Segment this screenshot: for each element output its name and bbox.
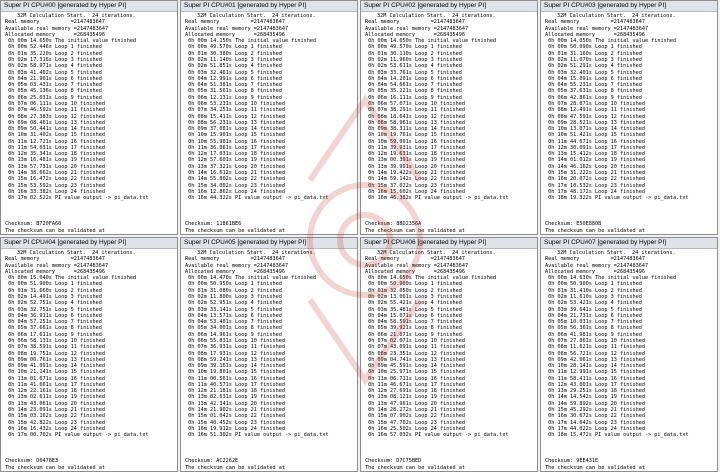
loop-line: 0h 15m 42.822s Loop 23 finished [5, 419, 105, 426]
loop-line: 0h 13m 29.251s Loop 18 finished [545, 388, 645, 395]
loop-line: 0h 09m 50.441s Loop 14 finished [5, 126, 105, 133]
window-title: Super PI CPU#01 [generated by Hyper PI] [181, 1, 357, 12]
header-line: Allocated memory =268435496 [5, 31, 105, 38]
loop-line: 0h 08m 58.961s Loop 13 finished [365, 119, 465, 126]
loop-line: 0h 04m 54.661s Loop 7 finished [365, 82, 462, 89]
loop-line: 0h 18m 19.322s PI value output -> pi_data.txt [545, 195, 689, 202]
loop-line: 0h 03m 35.481s Loop 5 finished [365, 306, 462, 313]
loop-line: 0h 13m 37.321s Loop 20 finished [185, 163, 285, 170]
loop-line: 0h 12m 35.341s Loop 18 finished [5, 151, 105, 158]
loop-line: 0h 15m 03.162s Loop 22 finished [5, 413, 105, 420]
window-title: Super PI CPU#05 [generated by Hyper PI] [181, 238, 357, 249]
loop-line: 0h 08m 15.411s Loop 12 finished [185, 113, 285, 120]
console-output [361, 12, 537, 201]
loop-line: 0h 04m 58.591s Loop 7 finished [365, 319, 462, 326]
loop-line: 0h 14m 38.662s Loop 21 finished [5, 170, 105, 177]
console-output [361, 249, 537, 438]
loop-line: 0h 04m 15.091s Loop 6 finished [545, 75, 642, 82]
checksum-validate-note: The checksum can be validated at [545, 464, 645, 471]
header-line: Available real memory =2147483647 [5, 25, 109, 32]
loop-line: 0h 11m 58.411s Loop 16 finished [545, 375, 645, 382]
loop-line: 0h 15m 07.902s Loop 22 finished [365, 413, 465, 420]
loop-line: 0h 13m 08.121s Loop 19 finished [365, 394, 465, 401]
loop-line: 0h 12m 57.601s Loop 19 finished [185, 157, 285, 164]
header-line: Allocated memory =268435496 [545, 31, 645, 38]
checksum-value: Checksum: E50E880B [545, 221, 602, 228]
loop-line: 0h 02m 11.960s Loop 3 finished [365, 56, 462, 63]
loop-line: 0h 16m 30.672s Loop 22 finished [545, 413, 645, 420]
loop-line: 0h 10m 51.421s Loop 15 finished [545, 132, 645, 139]
loop-line: 0h 12m 30.091s Loop 17 finished [545, 144, 645, 151]
loop-line: 0h 17m 02.522s PI value output -> pi_data.txt [5, 195, 149, 202]
loop-line: 0h 03m 32.401s Loop 5 finished [545, 69, 642, 76]
loop-line: 0h 12m 22.161s Loop 18 finished [5, 388, 105, 395]
loop-line: 0h 13m 15.412s Loop 18 finished [545, 151, 645, 158]
superpi-window-cpu3[interactable] [540, 0, 718, 235]
loop-line: 0h 02m 51.851s Loop 4 finished [185, 63, 282, 70]
loop-line: 0h 02m 11.800s Loop 3 finished [185, 293, 282, 300]
loop-line: 0h 06m 53.231s Loop 10 finished [185, 100, 285, 107]
loop-line: 0h 00m 49.570s Loop 1 finished [365, 44, 462, 51]
loop-line: 0h 16m 46.382s PI value output -> pi_data.txt [365, 195, 509, 202]
loop-line: 0h 02m 53.611s Loop 4 finished [365, 63, 462, 70]
header-line: 0h 00m 14.050s The initial value finished [545, 38, 677, 45]
loop-line: 0h 16m 51.302s PI value output -> pi_data.txt [185, 432, 329, 439]
loop-line: 0h 13m 00.391s Loop 19 finished [365, 157, 465, 164]
loop-line: 0h 17m 48.172s Loop 24 finished [545, 188, 645, 195]
loop-line: 0h 08m 56.721s Loop 12 finished [545, 350, 645, 357]
loop-line: 0h 02m 58.971s Loop 4 finished [5, 63, 102, 70]
loop-line: 0h 14m 55.802s Loop 22 finished [185, 176, 285, 183]
checksum-block [185, 452, 285, 471]
header-line: 0h 00m 14.630s The initial value finished [545, 275, 677, 282]
header-line: Allocated memory =268435496 [185, 268, 285, 275]
loop-line: 0h 06m 21.071s Loop 9 finished [365, 331, 462, 338]
loop-line: 0h 05m 34.001s Loop 8 finished [185, 325, 282, 332]
loop-line: 0h 13m 43.061s Loop 20 finished [5, 400, 105, 407]
loop-line: 0h 16m 25.502s Loop 24 finished [365, 425, 465, 432]
checksum-value: Checksum: AC2262E [185, 458, 239, 465]
loop-line: 0h 07m 43.091s Loop 11 finished [365, 344, 465, 351]
header-line: 32M Calculation Start. 24 iterations. [197, 250, 316, 256]
loop-line: 0h 12m 27.691s Loop 18 finished [365, 388, 465, 395]
header-line: Real memory =2147483647 [5, 19, 105, 26]
loop-line: 0h 01m 30.110s Loop 2 finished [365, 50, 462, 57]
checksum-block [185, 215, 285, 234]
loop-line: 0h 07m 36.931s Loop 11 finished [185, 344, 285, 351]
loop-line: 0h 04m 13.571s Loop 6 finished [185, 312, 282, 319]
loop-line: 0h 00m 50.950s Loop 1 finished [185, 281, 282, 288]
loop-line: 0h 13m 57.731s Loop 20 finished [5, 163, 105, 170]
loop-line: 0h 11m 46.671s Loop 17 finished [365, 381, 465, 388]
header-line: Available real memory =2147483647 [365, 262, 469, 269]
loop-line: 0h 15m 01.042s Loop 22 finished [185, 413, 285, 420]
loop-line: 0h 16m 57.032s PI value output -> pi_data.txt [365, 432, 509, 439]
header-line: Allocated memory =268435496 [185, 31, 285, 38]
superpi-window-cpu2[interactable] [360, 0, 538, 235]
console-output [541, 12, 717, 201]
superpi-window-cpu5[interactable] [180, 237, 358, 472]
loop-line: 0h 11m 44.671s Loop 16 finished [545, 138, 645, 145]
loop-line: 0h 07m 02.071s Loop 10 finished [365, 337, 465, 344]
checksum-value: Checksum: D0478E3 [5, 458, 59, 465]
loop-line: 0h 10m 15.901s Loop 15 finished [185, 132, 285, 139]
loop-line: 0h 08m 19.751s Loop 12 finished [5, 350, 105, 357]
loop-line: 0h 04m 14.201s Loop 6 finished [365, 75, 462, 82]
header-line: Real memory =2147483647 [545, 19, 645, 26]
loop-line: 0h 09m 45.591s Loop 14 finished [365, 363, 465, 370]
loop-line: 0h 12m 17.031s Loop 18 finished [185, 151, 285, 158]
header-line: 0h 00m 14.650s The initial value finished [5, 38, 137, 45]
header-line: 0h 00m 15.040s The initial value finished [5, 275, 137, 282]
loop-line: 0h 10m 19.761s Loop 15 finished [365, 132, 465, 139]
loop-line: 0h 04m 36.911s Loop 6 finished [5, 312, 102, 319]
superpi-window-cpu7[interactable] [540, 237, 718, 472]
loop-line: 0h 03m 32.461s Loop 5 finished [185, 69, 282, 76]
checksum-validate-note: The checksum can be validated at [185, 464, 285, 471]
loop-line: 0h 10m 21.141s Loop 15 finished [5, 369, 105, 376]
loop-line: 0h 06m 25.031s Loop 9 finished [5, 94, 102, 101]
loop-line: 0h 02m 52.951s Loop 4 finished [185, 300, 282, 307]
loop-line: 0h 00m 49.570s Loop 1 finished [185, 44, 282, 51]
loop-line: 0h 16m 12.862s Loop 24 finished [185, 188, 285, 195]
loop-line: 0h 10m 59.091s Loop 16 finished [365, 138, 465, 145]
loop-line: 0h 18m 15.472s PI value output -> pi_data.txt [545, 432, 689, 439]
window-title: Super PI CPU#07 [generated by Hyper PI] [541, 238, 717, 249]
loop-line: 0h 08m 59.241s Loop 13 finished [185, 356, 285, 363]
loop-line: 0h 15m 40.452s Loop 23 finished [185, 419, 285, 426]
loop-line: 0h 10m 55.901s Loop 16 finished [185, 138, 285, 145]
loop-line: 0h 11m 06.711s Loop 16 finished [365, 375, 465, 382]
loop-line: 0h 12m 21.181s Loop 18 finished [185, 388, 285, 395]
header-line: 32M Calculation Start. 24 iterations. [557, 250, 676, 256]
loop-line: 0h 06m 16.111s Loop 9 finished [365, 94, 462, 101]
loop-line: 0h 04m 15.071s Loop 6 finished [365, 312, 462, 319]
header-line: Available real memory =2147483647 [185, 262, 289, 269]
header-line: Allocated memory =268435496 [365, 31, 465, 38]
loop-line: 0h 02m 11.070s Loop 3 finished [545, 56, 642, 63]
loop-line: 0h 10m 31.402s Loop 15 finished [5, 132, 105, 139]
loop-line: 0h 14m 28.272s Loop 21 finished [365, 407, 465, 414]
header-line: 0h 00m 14.470s The initial value finished [185, 275, 317, 282]
console-output [1, 249, 177, 438]
loop-line: 0h 16m 15.602s Loop 24 finished [365, 188, 465, 195]
header-line: 32M Calculation Start. 24 iterations. [377, 250, 496, 256]
checksum-value: Checksum: 11861BE6 [185, 221, 242, 228]
loop-line: 0h 17m 14.642s Loop 23 finished [545, 419, 645, 426]
loop-line: 0h 06m 58.131s Loop 10 finished [5, 337, 105, 344]
header-line: Real memory =2147483647 [545, 256, 645, 263]
loop-line: 0h 01m 31.410s Loop 2 finished [545, 287, 642, 294]
loop-line: 0h 04m 55.231s Loop 7 finished [545, 82, 642, 89]
loop-line: 0h 05m 35.221s Loop 8 finished [365, 88, 462, 95]
header-line: Available real memory =2147483647 [5, 262, 109, 269]
loop-line: 0h 00m 50.900s Loop 1 finished [365, 281, 462, 288]
loop-line: 0h 03m 33.141s Loop 5 finished [185, 306, 282, 313]
loop-line: 0h 05m 56.361s Loop 8 finished [545, 325, 642, 332]
loop-line: 0h 05m 39.921s Loop 8 finished [365, 325, 462, 332]
loop-line: 0h 09m 08.461s Loop 13 finished [5, 119, 105, 126]
header-line: 0h 00m 14.150s The initial value finished [185, 38, 317, 45]
loop-line: 0h 05m 10.031s Loop 7 finished [545, 319, 642, 326]
header-line: Available real memory =2147483647 [545, 25, 649, 32]
loop-line: 0h 15m 47.702s Loop 23 finished [365, 419, 465, 426]
loop-line: 0h 08m 56.231s Loop 13 finished [185, 119, 285, 126]
loop-line: 0h 01m 31.080s Loop 2 finished [185, 287, 282, 294]
checksum-block [5, 452, 105, 471]
loop-line: 0h 03m 32.751s Loop 5 finished [5, 306, 102, 313]
loop-line: 0h 09m 38.311s Loop 14 finished [365, 126, 465, 133]
loop-line: 0h 14m 59.892s Loop 20 finished [545, 400, 645, 407]
window-title: Super PI CPU#06 [generated by Hyper PI] [361, 238, 537, 249]
loop-line: 0h 01m 30.380s Loop 2 finished [185, 50, 282, 57]
header-line: Allocated memory =268435496 [5, 268, 105, 275]
loop-line: 0h 05m 31.561s Loop 8 finished [185, 88, 282, 95]
window-title: Super PI CPU#04 [generated by Hyper PI] [1, 238, 177, 249]
loop-line: 0h 08m 12.491s Loop 11 finished [545, 107, 645, 114]
superpi-window-cpu1[interactable] [180, 0, 358, 235]
loop-line: 0h 06m 12.131s Loop 9 finished [185, 94, 282, 101]
loop-line: 0h 00m 50.900s Loop 1 finished [545, 281, 642, 288]
loop-line: 0h 13m 39.991s Loop 20 finished [365, 163, 465, 170]
checksum-validate-note: The checksum can be validated at [5, 227, 105, 234]
header-line: Real memory =2147483647 [185, 256, 285, 263]
loop-line: 0h 02m 11.610s Loop 3 finished [545, 293, 642, 300]
loop-line: 0h 07m 27.861s Loop 10 finished [545, 337, 645, 344]
header-line: Allocated memory =268435496 [545, 268, 645, 275]
loop-line: 0h 09m 42.061s Loop 13 finished [545, 356, 645, 363]
header-line: Real memory =2147483647 [185, 19, 285, 26]
checksum-validate-note: The checksum can be validated at [545, 227, 645, 234]
window-title: Super PI CPU#02 [generated by Hyper PI] [361, 1, 537, 12]
loop-line: 0h 02m 13.061s Loop 3 finished [365, 293, 462, 300]
loop-line: 0h 09m 28.521s Loop 13 finished [545, 119, 645, 126]
loop-line: 0h 09m 00.761s Loop 13 finished [5, 356, 105, 363]
loop-line: 0h 01m 31.160s Loop 2 finished [545, 50, 642, 57]
loop-line: 0h 12m 43.001s Loop 17 finished [545, 381, 645, 388]
loop-line: 0h 15m 16.472s Loop 22 finished [5, 176, 105, 183]
loop-line: 0h 08m 11.621s Loop 11 finished [545, 344, 645, 351]
loop-line: 0h 06m 14.961s Loop 9 finished [185, 331, 282, 338]
loop-line: 0h 06m 57.071s Loop 10 finished [365, 100, 465, 107]
loop-line: 0h 12m 19.631s Loop 18 finished [365, 151, 465, 158]
loop-line: 0h 08m 17.931s Loop 12 finished [185, 350, 285, 357]
checksum-value: Checksum: D7C75BED [365, 458, 422, 465]
loop-line: 0h 11m 12.721s Loop 16 finished [5, 138, 105, 145]
loop-line: 0h 05m 37.631s Loop 8 finished [545, 88, 642, 95]
loop-line: 0h 13m 02.611s Loop 19 finished [5, 394, 105, 401]
window-title: Super PI CPU#00 [generated by Hyper PI] [1, 1, 177, 12]
superpi-window-cpu6[interactable] [360, 237, 538, 472]
loop-line: 0h 14m 16.612s Loop 21 finished [185, 170, 285, 177]
console-output [1, 12, 177, 201]
loop-line: 0h 06m 41.981s Loop 9 finished [545, 331, 642, 338]
loop-line: 0h 04m 51.381s Loop 7 finished [185, 82, 282, 89]
loop-line: 0h 07m 06.111s Loop 10 finished [5, 100, 105, 107]
loop-line: 0h 06m 17.611s Loop 9 finished [5, 331, 102, 338]
header-line: Real memory =2147483647 [5, 256, 105, 263]
loop-line: 0h 08m 18.641s Loop 12 finished [365, 113, 465, 120]
loop-line: 0h 11m 40.571s Loop 17 finished [185, 381, 285, 388]
loop-line: 0h 04m 12.991s Loop 6 finished [185, 75, 282, 82]
header-line: Available real memory =2147483647 [185, 25, 289, 32]
loop-line: 0h 07m 38.591s Loop 11 finished [5, 344, 105, 351]
loop-line: 0h 08m 47.591s Loop 12 finished [545, 113, 645, 120]
header-line: 32M Calculation Start. 24 iterations. [557, 13, 676, 19]
loop-line: 0h 09m 39.161s Loop 14 finished [185, 363, 285, 370]
checksum-block [545, 452, 645, 471]
loop-line: 0h 02m 14.491s Loop 3 finished [5, 293, 102, 300]
loop-line: 0h 17m 10.532s Loop 23 finished [545, 182, 645, 189]
loop-line: 0h 05m 03.431s Loop 7 finished [5, 82, 102, 89]
loop-line: 0h 01m 32.050s Loop 2 finished [365, 287, 462, 294]
header-line: 32M Calculation Start. 24 iterations. [17, 250, 136, 256]
loop-line: 0h 02m 51.291s Loop 4 finished [545, 63, 642, 70]
loop-line: 0h 13m 02.631s Loop 19 finished [185, 394, 285, 401]
loop-line: 0h 13m 47.961s Loop 20 finished [365, 400, 465, 407]
header-line: Available real memory =2147483647 [365, 25, 469, 32]
superpi-window-cpu0[interactable] [0, 0, 178, 235]
loop-line: 0h 09m 04.741s Loop 13 finished [365, 356, 465, 363]
loop-line: 0h 10m 28.141s Loop 14 finished [545, 363, 645, 370]
loop-line: 0h 03m 39.641s Loop 5 finished [545, 306, 642, 313]
header-line: Allocated memory =268435496 [365, 268, 465, 275]
loop-line: 0h 10m 19.801s Loop 15 finished [185, 369, 285, 376]
checksum-block [365, 452, 465, 471]
loop-line: 0h 11m 36.061s Loop 17 finished [185, 144, 285, 151]
loop-line: 0h 02m 55.421s Loop 4 finished [365, 300, 462, 307]
loop-line: 0h 06m 42.861s Loop 9 finished [545, 94, 642, 101]
checksum-block [5, 215, 105, 234]
loop-line: 0h 16m 19.912s Loop 24 finished [185, 425, 285, 432]
loop-line: 0h 04m 21.731s Loop 6 finished [545, 312, 642, 319]
loop-line: 0h 16m 20.072s Loop 22 finished [545, 176, 645, 183]
header-line: Real memory =2147483647 [365, 19, 465, 26]
loop-line: 0h 14m 59.142s Loop 22 finished [365, 176, 465, 183]
loop-line: 0h 15m 31.222s Loop 21 finished [545, 170, 645, 177]
loop-line: 0h 13m 42.341s Loop 20 finished [185, 400, 285, 407]
loop-line: 0h 14m 21.902s Loop 21 finished [185, 407, 285, 414]
header-line: 32M Calculation Start. 24 iterations. [17, 13, 136, 19]
superpi-window-cpu4[interactable] [0, 237, 178, 472]
checksum-validate-note: The checksum can be validated at [365, 227, 465, 234]
console-output [181, 12, 357, 201]
loop-line: 0h 11m 12.991s Loop 15 finished [545, 369, 645, 376]
header-line: Available real memory =2147483647 [545, 262, 649, 269]
loop-line: 0h 00m 52.446s Loop 1 finished [5, 44, 102, 51]
loop-line: 0h 10m 13.071s Loop 14 finished [545, 126, 645, 133]
loop-line: 0h 02m 53.421s Loop 4 finished [545, 300, 642, 307]
loop-line: 0h 03m 41.402s Loop 5 finished [5, 69, 102, 76]
loop-line: 0h 11m 01.671s Loop 16 finished [5, 375, 105, 382]
loop-line: 0h 02m 17.316s Loop 3 finished [5, 56, 102, 63]
loop-line: 0h 11m 41.661s Loop 17 finished [5, 381, 105, 388]
loop-line: 0h 17m 00.702s PI value output -> pi_data.txt [5, 432, 149, 439]
loop-line: 0h 02m 11.140s Loop 3 finished [185, 56, 282, 63]
loop-line: 0h 06m 55.831s Loop 10 finished [185, 337, 285, 344]
window-title: Super PI CPU#03 [generated by Hyper PI] [541, 1, 717, 12]
loop-line: 0h 14m 01.012s Loop 19 finished [545, 157, 645, 164]
loop-line: 0h 11m 39.931s Loop 17 finished [365, 144, 465, 151]
loop-line: 0h 09m 37.081s Loop 14 finished [185, 126, 285, 133]
loop-line: 0h 04m 53.401s Loop 7 finished [185, 319, 282, 326]
checksum-value: Checksum: 9EE431E [545, 458, 599, 465]
loop-line: 0h 01m 31.660s Loop 2 finished [5, 287, 102, 294]
loop-line: 0h 07m 34.251s Loop 11 finished [185, 107, 285, 114]
loop-line: 0h 07m 38.291s Loop 11 finished [365, 107, 465, 114]
loop-line: 0h 15m 45.292s Loop 21 finished [545, 407, 645, 414]
loop-line: 0h 11m 00.561s Loop 16 finished [185, 375, 285, 382]
loop-line: 0h 11m 54.031s Loop 17 finished [5, 144, 105, 151]
console-output [541, 249, 717, 438]
loop-line: 0h 16m 33.382s Loop 24 finished [5, 188, 105, 195]
loop-line: 0h 14m 23.091s Loop 21 finished [5, 407, 105, 414]
checksum-validate-note: The checksum can be validated at [5, 464, 105, 471]
loop-line: 0h 10m 25.971s Loop 15 finished [365, 369, 465, 376]
loop-line: 0h 08m 23.351s Loop 12 finished [365, 350, 465, 357]
loop-line: 0h 15m 34.002s Loop 23 finished [185, 182, 285, 189]
loop-line: 0h 15m 53.592s Loop 23 finished [5, 182, 105, 189]
checksum-validate-note: The checksum can be validated at [185, 227, 285, 234]
loop-line: 0h 00m 50.090s Loop 1 finished [545, 44, 642, 51]
checksum-block [545, 215, 645, 234]
loop-line: 0h 16m 16.432s Loop 24 finished [5, 425, 105, 432]
loop-line: 0h 05m 37.661s Loop 8 finished [5, 325, 102, 332]
loop-line: 0h 13m 16.481s Loop 19 finished [5, 157, 105, 164]
loop-line: 0h 05m 45.136s Loop 8 finished [5, 88, 102, 95]
loop-line: 0h 04m 57.251s Loop 7 finished [5, 319, 102, 326]
loop-line: 0h 03m 33.761s Loop 5 finished [365, 69, 462, 76]
loop-line: 0h 16m 44.322s PI value output -> pi_data.txt [185, 195, 329, 202]
header-line: 32M Calculation Start. 24 iterations. [197, 13, 316, 19]
header-line: 32M Calculation Start. 24 iterations. [377, 13, 496, 19]
loop-line: 0h 14m 14.542s Loop 19 finished [545, 394, 645, 401]
loop-line: 0h 14m 46.162s Loop 20 finished [545, 163, 645, 170]
header-line: 0h 00m 14.650s The initial value finished [365, 275, 497, 282]
loop-line: 0h 01m 35.220s Loop 2 finished [5, 50, 102, 57]
loop-line: 0h 00m 51.900s Loop 1 finished [5, 281, 102, 288]
checksum-value: Checksum: 8BD2356A [365, 221, 422, 228]
loop-line: 0h 09m 41.091s Loop 14 finished [5, 363, 105, 370]
checksum-validate-note: The checksum can be validated at [365, 464, 465, 471]
header-line: 0h 00m 14.050s The initial value finished [365, 38, 497, 45]
loop-line: 0h 02m 52.751s Loop 4 finished [5, 300, 102, 307]
console-output [181, 249, 357, 438]
checksum-block [365, 215, 465, 234]
loop-line: 0h 04m 21.901s Loop 6 finished [5, 75, 102, 82]
header-line: Real memory =2147483647 [365, 256, 465, 263]
loop-line: 0h 17m 44.022s Loop 24 finished [545, 425, 645, 432]
loop-line: 0h 07m 46.592s Loop 11 finished [5, 107, 105, 114]
loop-line: 0h 15m 37.022s Loop 23 finished [365, 182, 465, 189]
loop-line: 0h 08m 27.383s Loop 12 finished [5, 113, 105, 120]
checksum-value: Checksum: B720FA60 [5, 221, 62, 228]
loop-line: 0h 14m 19.422s Loop 21 finished [365, 170, 465, 177]
loop-line: 0h 07m 28.071s Loop 10 finished [545, 100, 645, 107]
